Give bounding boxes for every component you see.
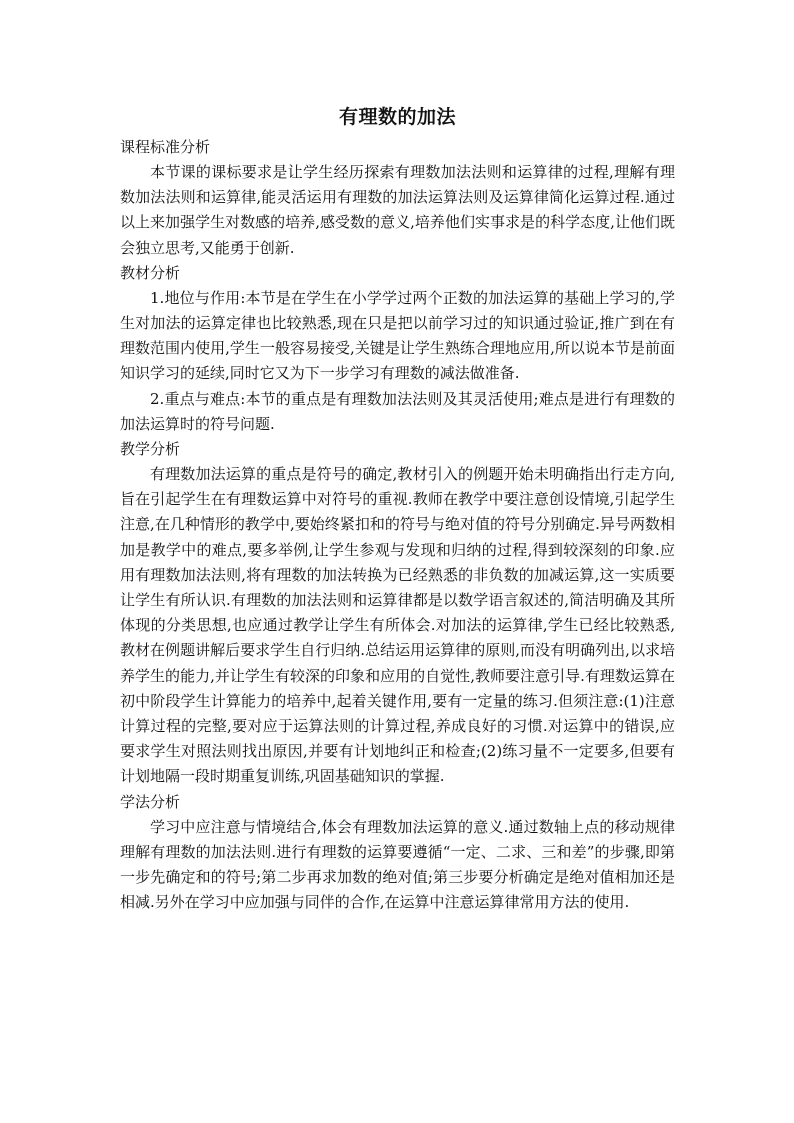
paragraph: 1.地位与作用:本节是在学生在小学学过两个正数的加法运算的基础上学习的,学生对加法的运算定律也比较熟悉,现在只是把以前学习过的知识通过验证,推广到在有理数范围内使用,学生一般容易接受,关键是让学生熟练合理地应用,所以说本节是前面知识学习的延续,同时它又为下一步学习有理数的减法做准备. bbox=[120, 288, 675, 383]
paragraph: 2.重点与难点:本节的重点是有理数加法法则及其灵活使用;难点是进行有理数的加法运算时的符号问题. bbox=[120, 389, 675, 433]
document-page bbox=[120, 103, 675, 915]
section-heading: 教材分析 bbox=[120, 263, 181, 282]
paragraph: 学习中应注意与情境结合,体会有理数加法运算的意义.通过数轴上点的移动规律理解有理数的加法法则.进行有理数的运算要遵循“一定、二求、三和差”的步骤,即第一步先确定和的符号;第二步再求加数的绝对值;第三步要分析确定是绝对值相加还是相减.另外在学习中应加强与同伴的合作,在运算中注意运算律常用方法的使用. bbox=[120, 817, 675, 912]
section-curriculum-standard bbox=[120, 135, 675, 261]
section-heading: 课程标准分析 bbox=[120, 138, 211, 156]
section-heading: 教学分析 bbox=[120, 440, 181, 459]
section-teaching-analysis bbox=[120, 437, 675, 790]
section-heading: 学法分析 bbox=[120, 792, 181, 811]
paragraph: 本节课的课标要求是让学生经历探索有理数加法法则和运算律的过程,理解有理数加法法则和运算律,能灵活运用有理数的加法运算法则及运算律简化运算过程.通过以上来加强学生对数感的培养,感受数的意义,培养他们实事求是的科学态度,让他们既会独立思考,又能勇于创新. bbox=[120, 163, 675, 257]
paragraph: 有理数加法运算的重点是符号的确定,教材引入的例题开始未明确指出行走方向,旨在引起学生在有理数运算中对符号的重视.教师在教学中要注意创设情境,引起学生注意,在几种情形的教学中,要始终紧扣和的符号与绝对值的符号分别确定.异号两数相加是教学中的难点,要多举例,让学生参观与发现和归纳的过程,得到较深刻的印象.应用有理数加法法则,将有理数的加法转换为已经熟悉的非负数的加减运算,这一实质要让学生有所认识.有理数的加法法则和运算律都是以数学语言叙述的,简洁明确及其所体现的分类思想,也应通过教学让学生有所体会.对加法的运算律,学生已经比较熟悉,教材在例题讲解后要求学生自行归纳.总结运用运算律的原则,而没有明确列出,以求培养学生的能力,并让学生有较深的印象和应用的自觉性,教师要注意引导.有理数运算在初中阶段学生计算能力的培养中,起着关键作用,要有一定量的练习.但须注意:(1)注意计算过程的完整,要对应于运算法则的计算过程,养成良好的习惯.对运算中的错误,应要求学生对照法则找出原因,并要有计划地纠正和检查;(2)练习量不一定要多,但要有计划地隔一段时期重复训练,巩固基础知识的掌握. bbox=[120, 465, 675, 786]
section-learning-method-analysis bbox=[120, 790, 675, 916]
section-textbook-analysis bbox=[120, 261, 675, 437]
document-title: 有理数的加法 bbox=[338, 106, 456, 128]
